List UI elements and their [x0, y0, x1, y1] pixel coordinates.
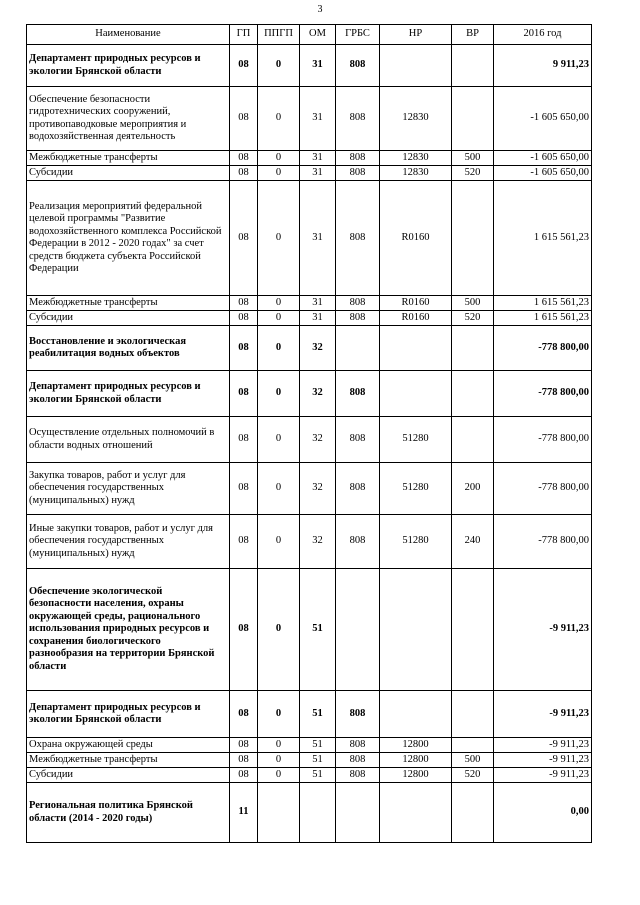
- cell-ppgp: 0: [258, 463, 300, 515]
- cell-vr: [452, 417, 494, 463]
- cell-nr: 12830: [380, 166, 452, 181]
- cell-vr: 500: [452, 753, 494, 768]
- cell-ppgp: 0: [258, 296, 300, 311]
- cell-ppgp: 0: [258, 181, 300, 296]
- cell-nr: [380, 45, 452, 87]
- cell-vr: 200: [452, 463, 494, 515]
- cell-om: 31: [300, 151, 336, 166]
- cell-nr: 51280: [380, 463, 452, 515]
- cell-grbs: 808: [336, 45, 380, 87]
- cell-gp: 08: [230, 753, 258, 768]
- cell-grbs: 808: [336, 463, 380, 515]
- cell-amount: -9 911,23: [494, 569, 592, 691]
- cell-om: 51: [300, 569, 336, 691]
- cell-om: 32: [300, 515, 336, 569]
- cell-vr: 240: [452, 515, 494, 569]
- cell-amount: 9 911,23: [494, 45, 592, 87]
- cell-name: Обеспечение безопасности гидротехнических сооружений, противопаводковые мероприятия и водохозяйственная деятельность: [27, 87, 230, 151]
- cell-ppgp: 0: [258, 371, 300, 417]
- cell-ppgp: 0: [258, 417, 300, 463]
- table-row: [27, 45, 592, 87]
- header-name: Наименование: [27, 25, 230, 45]
- cell-grbs: 808: [336, 151, 380, 166]
- cell-ppgp: 0: [258, 515, 300, 569]
- table-row: [27, 311, 592, 326]
- cell-nr: R0160: [380, 181, 452, 296]
- cell-vr: [452, 691, 494, 738]
- cell-om: 32: [300, 326, 336, 371]
- cell-nr: [380, 326, 452, 371]
- cell-om: 51: [300, 691, 336, 738]
- table-row: [27, 181, 592, 296]
- cell-gp: 08: [230, 166, 258, 181]
- cell-name: Обеспечение экологической безопасности населения, охраны окружающей среды, рационального использования природных ресурсов и сохранения биологического разнообразия на территории Брянской области: [27, 569, 230, 691]
- table-row: [27, 166, 592, 181]
- cell-om: 32: [300, 463, 336, 515]
- cell-name: Субсидии: [27, 768, 230, 783]
- cell-om: 51: [300, 753, 336, 768]
- cell-grbs: 808: [336, 515, 380, 569]
- cell-amount: 1 615 561,23: [494, 296, 592, 311]
- cell-name: Департамент природных ресурсов и экологии Брянской области: [27, 371, 230, 417]
- table-row: [27, 151, 592, 166]
- cell-nr: 12800: [380, 753, 452, 768]
- cell-gp: 08: [230, 768, 258, 783]
- cell-gp: 08: [230, 371, 258, 417]
- table-row: [27, 768, 592, 783]
- cell-grbs: 808: [336, 87, 380, 151]
- cell-om: 51: [300, 738, 336, 753]
- table-row: [27, 417, 592, 463]
- cell-amount: -1 605 650,00: [494, 166, 592, 181]
- cell-amount: 0,00: [494, 783, 592, 843]
- table-row: [27, 296, 592, 311]
- cell-name: Межбюджетные трансферты: [27, 753, 230, 768]
- cell-nr: 51280: [380, 515, 452, 569]
- cell-amount: -778 800,00: [494, 326, 592, 371]
- cell-nr: R0160: [380, 311, 452, 326]
- table-row: [27, 738, 592, 753]
- cell-amount: 1 615 561,23: [494, 181, 592, 296]
- cell-gp: 08: [230, 45, 258, 87]
- cell-vr: [452, 783, 494, 843]
- cell-amount: -1 605 650,00: [494, 151, 592, 166]
- table-row: [27, 326, 592, 371]
- header-grbs: ГРБС: [336, 25, 380, 45]
- cell-vr: [452, 181, 494, 296]
- cell-name: Охрана окружающей среды: [27, 738, 230, 753]
- cell-vr: [452, 326, 494, 371]
- cell-amount: -1 605 650,00: [494, 87, 592, 151]
- table-row: [27, 753, 592, 768]
- cell-grbs: 808: [336, 371, 380, 417]
- cell-om: 31: [300, 296, 336, 311]
- cell-gp: 08: [230, 311, 258, 326]
- cell-ppgp: 0: [258, 768, 300, 783]
- cell-ppgp: [258, 783, 300, 843]
- budget-table: [26, 24, 592, 843]
- cell-name: Восстановление и экологическая реабилитация водных объектов: [27, 326, 230, 371]
- cell-ppgp: 0: [258, 753, 300, 768]
- table-row: [27, 371, 592, 417]
- cell-name: Департамент природных ресурсов и экологии Брянской области: [27, 45, 230, 87]
- cell-grbs: 808: [336, 738, 380, 753]
- cell-om: [300, 783, 336, 843]
- cell-name: Региональная политика Брянской области (2014 - 2020 годы): [27, 783, 230, 843]
- cell-name: Закупка товаров, работ и услуг для обеспечения государственных (муниципальных) нужд: [27, 463, 230, 515]
- cell-amount: -778 800,00: [494, 371, 592, 417]
- header-vr: ВР: [452, 25, 494, 45]
- cell-vr: 500: [452, 296, 494, 311]
- cell-nr: [380, 783, 452, 843]
- cell-nr: [380, 691, 452, 738]
- cell-gp: 08: [230, 738, 258, 753]
- cell-ppgp: 0: [258, 326, 300, 371]
- cell-gp: 08: [230, 515, 258, 569]
- header-ppgp: ППГП: [258, 25, 300, 45]
- cell-vr: 520: [452, 311, 494, 326]
- cell-nr: [380, 371, 452, 417]
- cell-om: 51: [300, 768, 336, 783]
- cell-grbs: [336, 326, 380, 371]
- cell-vr: [452, 371, 494, 417]
- cell-grbs: 808: [336, 311, 380, 326]
- cell-name: Иные закупки товаров, работ и услуг для обеспечения государственных (муниципальных) нужд: [27, 515, 230, 569]
- cell-grbs: 808: [336, 753, 380, 768]
- header-om: ОМ: [300, 25, 336, 45]
- cell-nr: 12830: [380, 87, 452, 151]
- cell-name: Межбюджетные трансферты: [27, 151, 230, 166]
- cell-om: 31: [300, 166, 336, 181]
- cell-vr: [452, 45, 494, 87]
- cell-om: 32: [300, 371, 336, 417]
- cell-nr: R0160: [380, 296, 452, 311]
- cell-vr: 520: [452, 768, 494, 783]
- cell-grbs: 808: [336, 166, 380, 181]
- cell-om: 31: [300, 45, 336, 87]
- cell-nr: 12800: [380, 738, 452, 753]
- cell-amount: -9 911,23: [494, 738, 592, 753]
- cell-amount: -778 800,00: [494, 515, 592, 569]
- cell-gp: 08: [230, 691, 258, 738]
- cell-vr: 520: [452, 166, 494, 181]
- cell-nr: 12830: [380, 151, 452, 166]
- table-row: [27, 569, 592, 691]
- cell-amount: 1 615 561,23: [494, 311, 592, 326]
- cell-grbs: 808: [336, 768, 380, 783]
- cell-amount: -9 911,23: [494, 753, 592, 768]
- cell-name: Субсидии: [27, 166, 230, 181]
- cell-nr: 51280: [380, 417, 452, 463]
- table-row: [27, 691, 592, 738]
- cell-gp: 08: [230, 151, 258, 166]
- cell-amount: -778 800,00: [494, 417, 592, 463]
- header-amount: 2016 год: [494, 25, 592, 45]
- cell-gp: 08: [230, 296, 258, 311]
- cell-name: Департамент природных ресурсов и экологии Брянской области: [27, 691, 230, 738]
- cell-gp: 08: [230, 181, 258, 296]
- cell-name: Субсидии: [27, 311, 230, 326]
- cell-ppgp: 0: [258, 166, 300, 181]
- table-row: [27, 515, 592, 569]
- cell-gp: 08: [230, 463, 258, 515]
- cell-ppgp: 0: [258, 45, 300, 87]
- header-gp: ГП: [230, 25, 258, 45]
- cell-gp: 08: [230, 417, 258, 463]
- table-row: [27, 463, 592, 515]
- cell-amount: -9 911,23: [494, 691, 592, 738]
- cell-amount: -9 911,23: [494, 768, 592, 783]
- cell-grbs: 808: [336, 417, 380, 463]
- cell-vr: 500: [452, 151, 494, 166]
- cell-name: Межбюджетные трансферты: [27, 296, 230, 311]
- cell-om: 31: [300, 181, 336, 296]
- cell-om: 32: [300, 417, 336, 463]
- cell-vr: [452, 87, 494, 151]
- header-row: [27, 25, 592, 45]
- cell-grbs: [336, 783, 380, 843]
- cell-ppgp: 0: [258, 151, 300, 166]
- cell-amount: -778 800,00: [494, 463, 592, 515]
- cell-ppgp: 0: [258, 311, 300, 326]
- cell-gp: 11: [230, 783, 258, 843]
- cell-grbs: 808: [336, 296, 380, 311]
- cell-ppgp: 0: [258, 569, 300, 691]
- cell-grbs: [336, 569, 380, 691]
- table-row: [27, 87, 592, 151]
- cell-name: Реализация мероприятий федеральной целевой программы "Развитие водохозяйственного комплекса Российской Федерации в 2012 - 2020 годах" за счет средств бюджета субъекта Российской Федерации: [27, 181, 230, 296]
- cell-om: 31: [300, 87, 336, 151]
- cell-vr: [452, 738, 494, 753]
- cell-gp: 08: [230, 87, 258, 151]
- page-number: 3: [317, 4, 323, 15]
- cell-ppgp: 0: [258, 691, 300, 738]
- cell-gp: 08: [230, 326, 258, 371]
- cell-grbs: 808: [336, 181, 380, 296]
- cell-gp: 08: [230, 569, 258, 691]
- cell-ppgp: 0: [258, 738, 300, 753]
- cell-grbs: 808: [336, 691, 380, 738]
- cell-vr: [452, 569, 494, 691]
- header-nr: НР: [380, 25, 452, 45]
- cell-om: 31: [300, 311, 336, 326]
- cell-name: Осуществление отдельных полномочий в области водных отношений: [27, 417, 230, 463]
- cell-nr: [380, 569, 452, 691]
- cell-nr: 12800: [380, 768, 452, 783]
- table-row: [27, 783, 592, 843]
- cell-ppgp: 0: [258, 87, 300, 151]
